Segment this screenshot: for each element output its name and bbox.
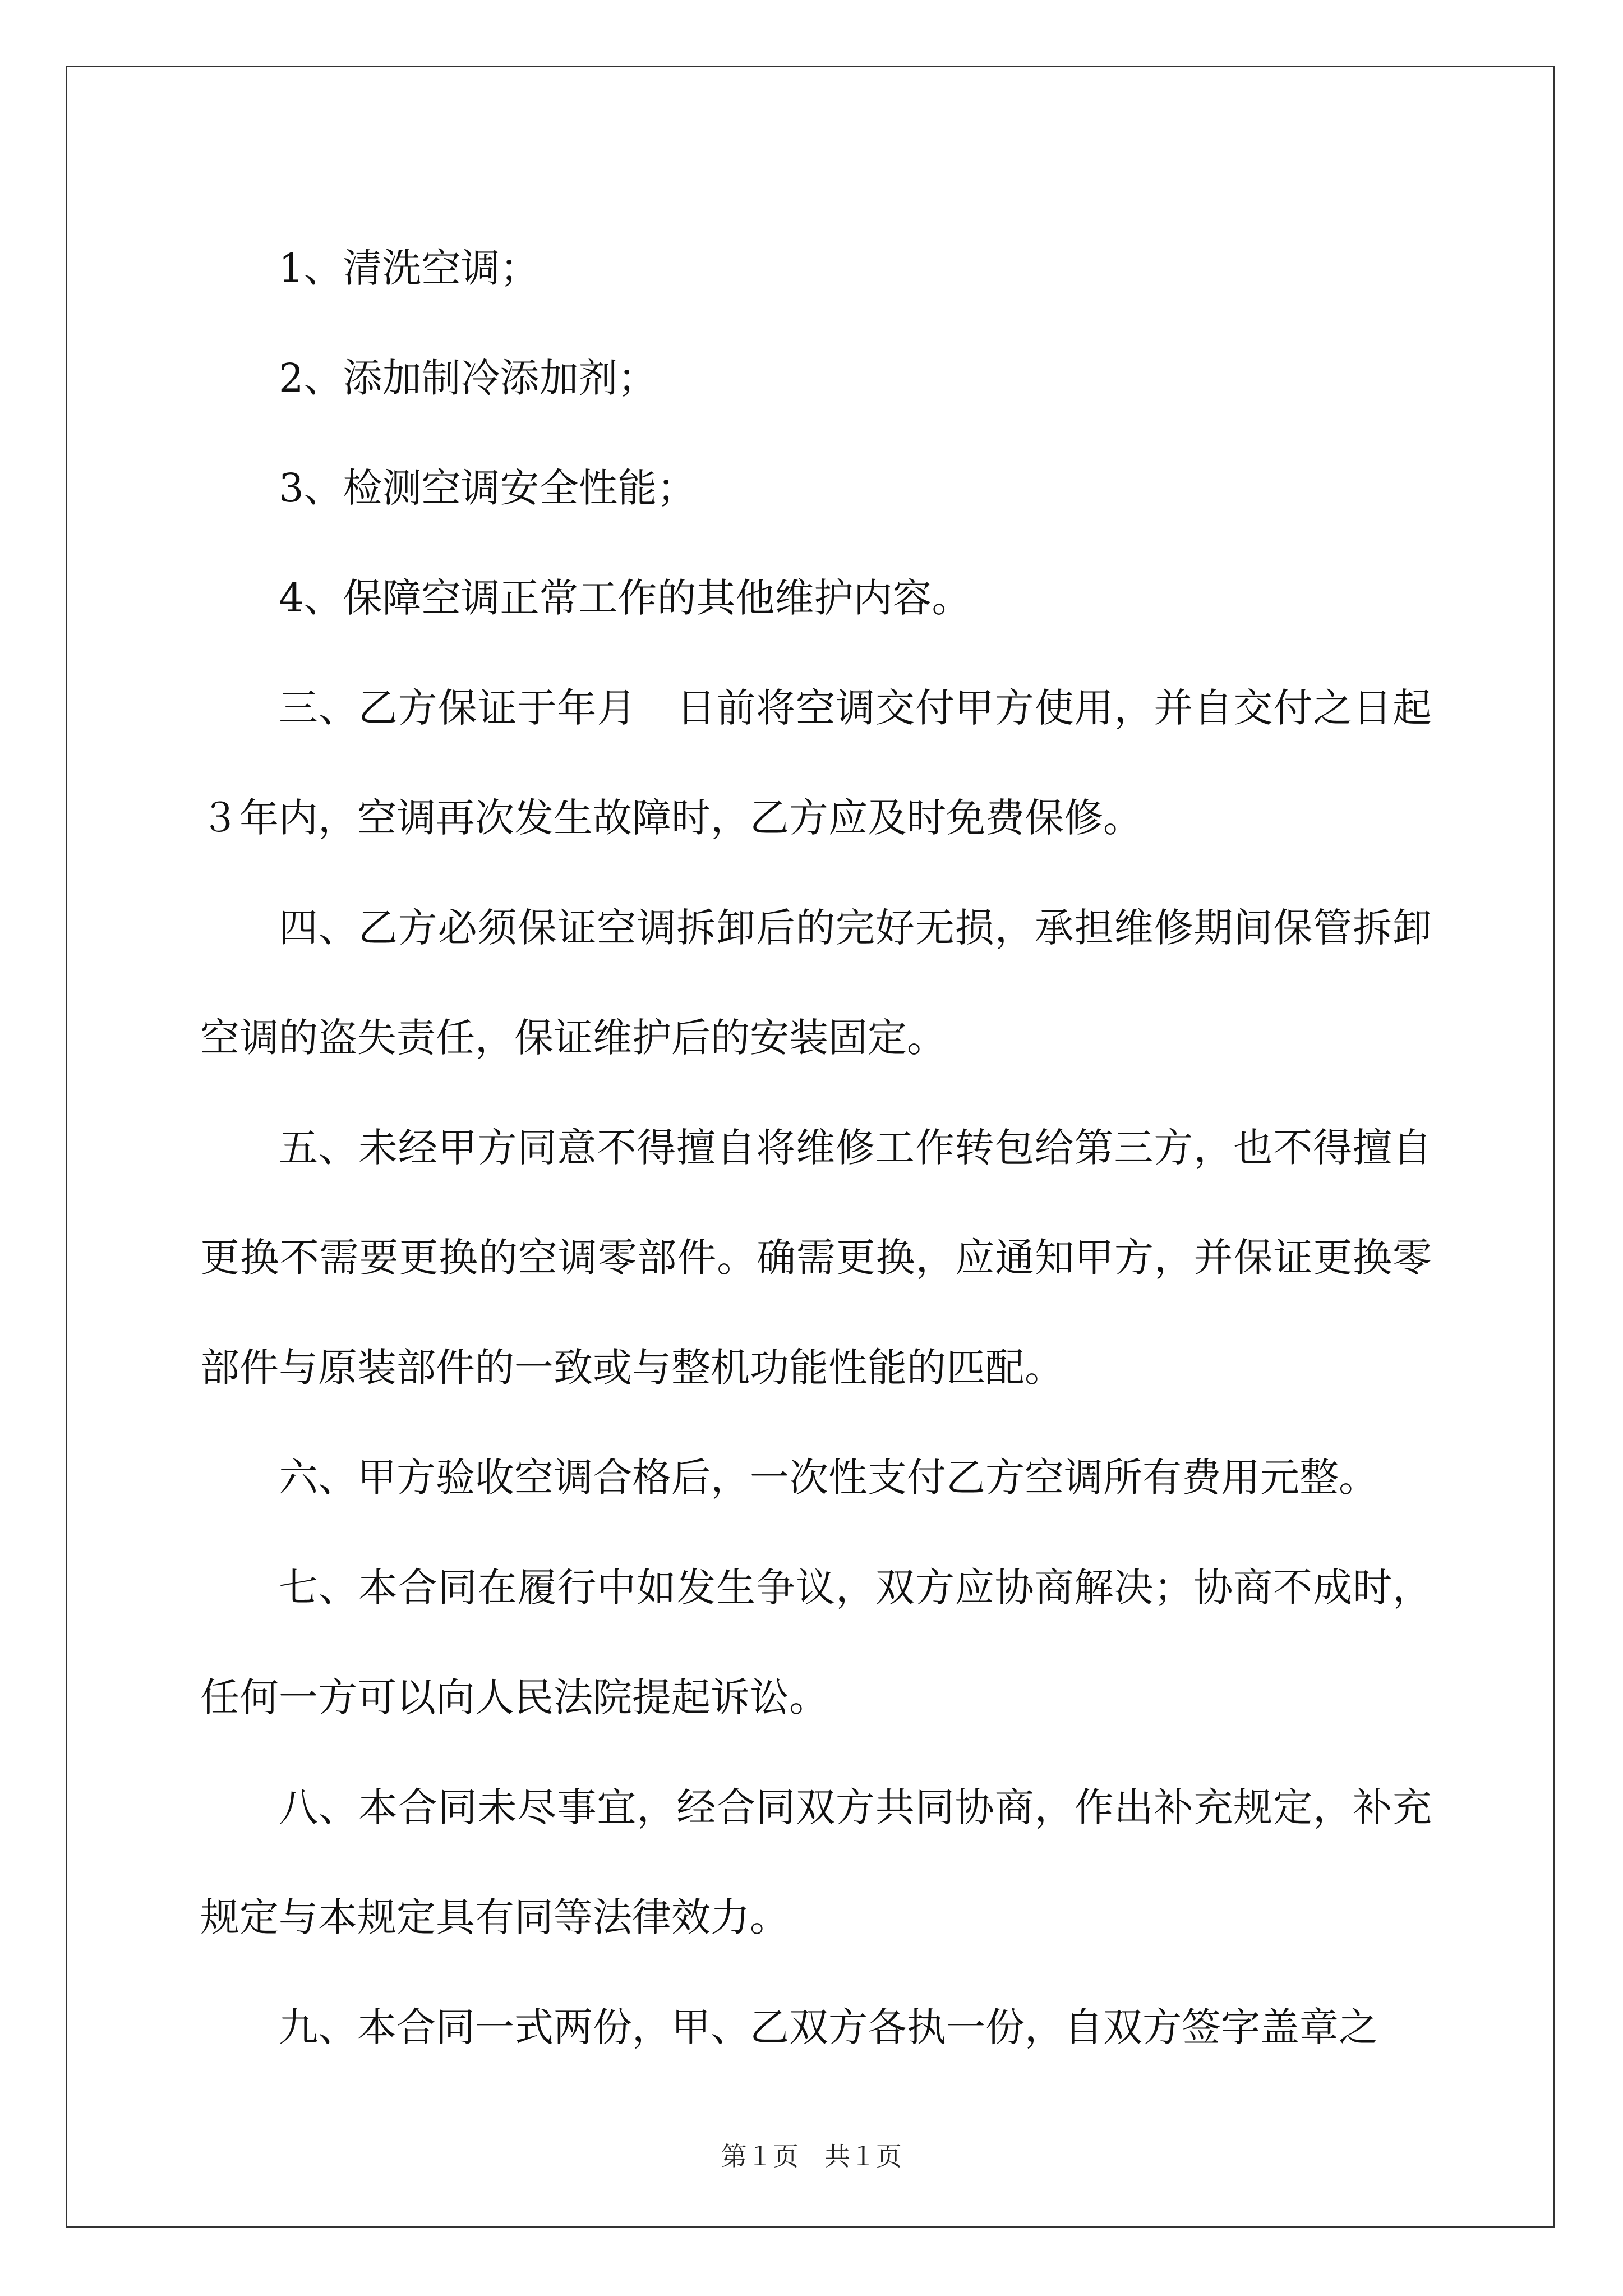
paragraph-item-4: 4、保障空调正常工作的其他维护内容。	[279, 575, 971, 621]
paragraph-clause-5: 五、未经甲方同意不得擅自将维修工作转包给第三方，也不得擅自更换不需要更换的空调零部件。确需更换，应通知甲方，并保证更换零部件与原装部件的一致或与整机功能性能的匹配。	[200, 1125, 1432, 1391]
document-body	[200, 213, 1432, 2082]
paragraph-item-3: 3、检测空调安全性能；	[279, 465, 697, 511]
page-footer	[0, 2136, 1623, 2173]
paragraph-item-2: 2、添加制冷添加剂；	[279, 355, 657, 401]
paragraph-clause-4: 四、乙方必须保证空调拆卸后的完好无损，承担维修期间保管拆卸空调的盗失责任，保证维护后的安装固定。	[200, 905, 1432, 1061]
paragraph-clause-7: 七、本合同在履行中如发生争议，双方应协商解决；协商不成时，任何一方可以向人民法院提起诉讼。	[200, 1565, 1432, 1720]
paragraph-item-1: 1、清洗空调；	[279, 245, 540, 291]
paragraph-clause-3: 三、乙方保证于年月 日前将空调交付甲方使用，并自交付之日起３年内，空调再次发生故障时，乙方应及时免费保修。	[200, 685, 1432, 841]
paragraph-clause-8: 八、本合同未尽事宜，经合同双方共同协商，作出补充规定，补充规定与本规定具有同等法律效力。	[200, 1784, 1432, 1940]
paragraph-clause-9: 九、本合同一式两份，甲、乙双方各执一份，自双方签字盖章之	[279, 2004, 1378, 2050]
paragraph-clause-6: 六、甲方验收空调合格后，一次性支付乙方空调所有费用元整。	[279, 1455, 1378, 1501]
page-number-label: 第１页 共１页	[721, 2141, 902, 2171]
